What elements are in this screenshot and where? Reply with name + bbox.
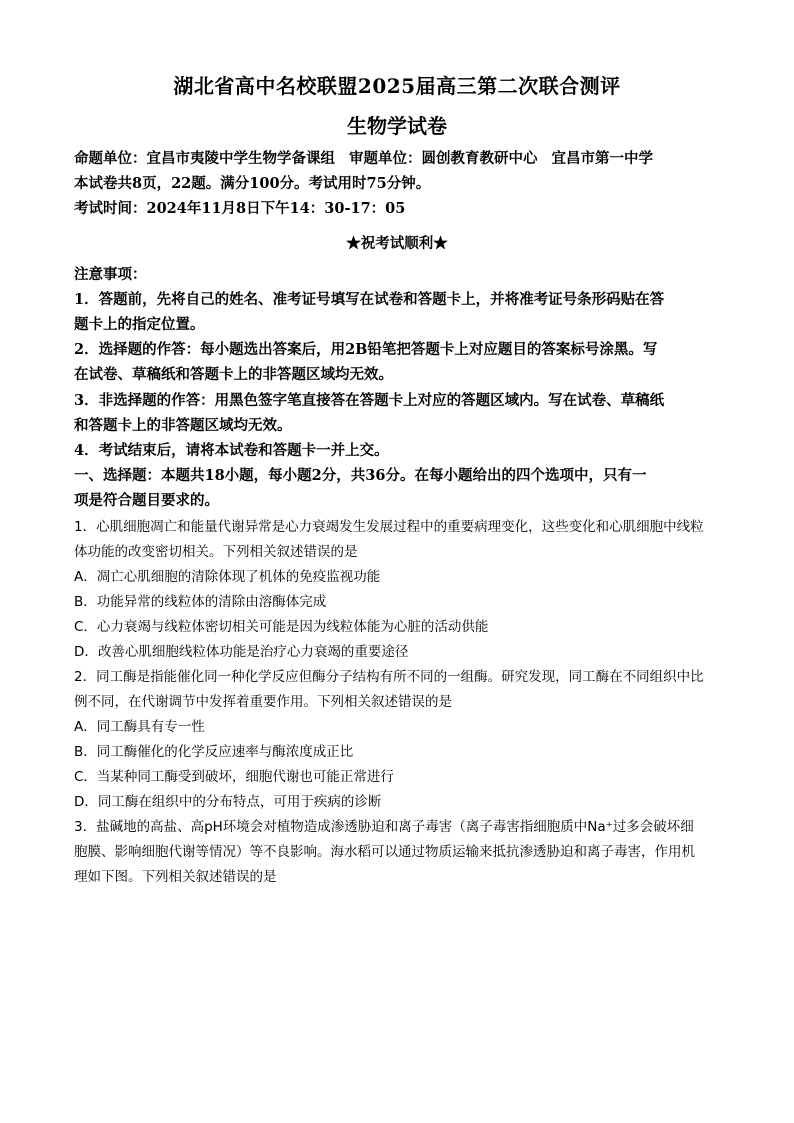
info-line-pages: 本试卷共8页，22题。满分100分。考试用时75分钟。 [74, 175, 431, 192]
q3-stem-cont: 胞膜、影响细胞代谢等情况）等不良影响。海水稻可以通过物质运输来抵抗渗透胁迫和离子毒害，作用机 [74, 844, 695, 860]
section-heading-cont: 项是符合题目要求的。 [74, 492, 219, 509]
q1-stem: 1．心肌细胞凋亡和能量代谢异常是心力衰竭发生发展过程中的重要病理变化，这些变化和心肌细胞中线粒 [74, 519, 704, 535]
notice-item-1: 1．答题前，先将自己的姓名、准考证号填写在试卷和答题卡上，并将准考证号条形码贴在答 [74, 291, 665, 308]
notice-item-3-cont: 和答题卡上的非答题区域均无效。 [74, 417, 292, 434]
notice-item-4: 4．考试结束后，请将本试卷和答题卡一并上交。 [74, 442, 389, 459]
section-heading: 一、选择题：本题共18小题，每小题2分，共36分。在每小题给出的四个选项中，只有一 [74, 467, 647, 484]
q3-stem: 3．盐碱地的高盐、高pH环境会对植物造成渗透胁迫和离子毒害（离子毒害指细胞质中Na⁺过多会破坏细 [74, 819, 694, 835]
notice-item-2-cont: 在试卷、草稿纸和答题卡上的非答题区域均无效。 [74, 366, 393, 383]
q1-stem-cont: 体功能的改变密切相关。下列相关叙述错误的是 [74, 544, 358, 560]
exam-subtitle: 生物学试卷 [347, 114, 447, 138]
info-school: 宜昌市第一中学 [551, 150, 653, 167]
notice-item-2: 2．选择题的作答：每小题选出答案后，用2B铅笔把答题卡上对应题目的答案标号涂黑。写 [74, 341, 658, 358]
q1-option-a: A．凋亡心肌细胞的清除体现了机体的免疫监视功能 [74, 569, 381, 585]
notice-heading: 注意事项： [74, 266, 147, 283]
notice-item-1-cont: 题卡上的指定位置。 [74, 316, 205, 333]
info-line-time: 考试时间：2024年11月8日下午14：30-17：05 [74, 200, 406, 217]
info-line-authors [74, 147, 724, 168]
q2-stem-cont: 例不同，在代谢调节中发挥着重要作用。下列相关叙述错误的是 [74, 694, 452, 710]
q2-stem: 2．同工酶是指能催化同一种化学反应但酶分子结构有所不同的一组酶。研究发现，同工酶在不同组织中比 [74, 669, 704, 685]
q3-stem-end: 理如下图。下列相关叙述错误的是 [74, 869, 277, 885]
wish-line: ★祝考试顺利★ [346, 235, 448, 252]
q2-option-a: A．同工酶具有专一性 [74, 719, 205, 735]
q2-option-d: D．同工酶在组织中的分布特点，可用于疾病的诊断 [74, 794, 382, 810]
q1-option-b: B．功能异常的线粒体的清除由溶酶体完成 [74, 594, 327, 610]
info-proposer: 命题单位：宜昌市夷陵中学生物学备课组 [74, 150, 335, 167]
notice-item-3: 3．非选择题的作答：用黑色签字笔直接答在答题卡上对应的答题区域内。写在试卷、草稿纸 [74, 392, 665, 409]
q2-option-c: C．当某种同工酶受到破坏，细胞代谢也可能正常进行 [74, 769, 394, 785]
q1-option-d: D．改善心肌细胞线粒体功能是治疗心力衰竭的重要途径 [74, 644, 409, 660]
exam-title: 湖北省高中名校联盟2025届高三第二次联合测评 [173, 74, 621, 98]
q2-option-b: B．同工酶催化的化学反应速率与酶浓度成正比 [74, 744, 354, 760]
q1-option-c: C．心力衰竭与线粒体密切相关可能是因为线粒体能为心脏的活动供能 [74, 619, 489, 635]
info-reviewer: 审题单位：圆创教育教研中心 [349, 150, 538, 167]
